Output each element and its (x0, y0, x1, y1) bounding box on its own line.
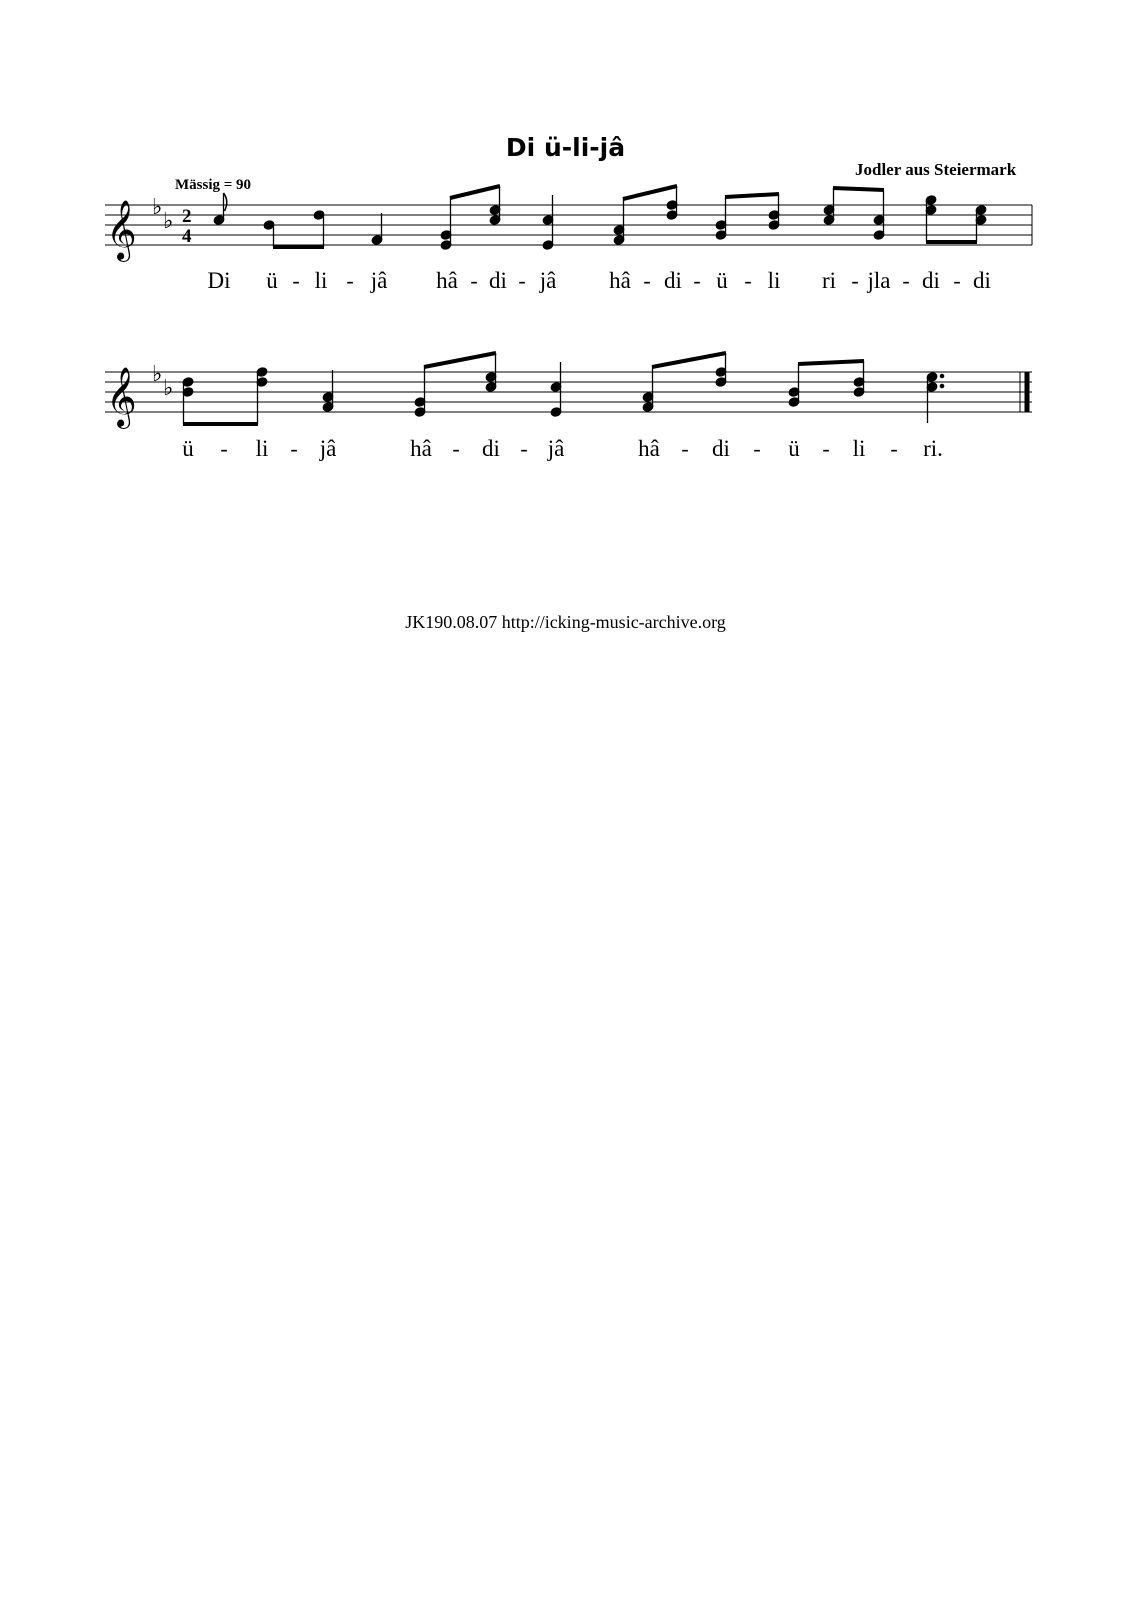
tempo-marking: Mässig = 90 (175, 177, 252, 193)
lyric-syllable: jâ (319, 436, 337, 461)
flat-icon: ♭ (152, 195, 163, 220)
lyric-hyphen: - (643, 268, 651, 293)
lyric-syllable: hâ (410, 436, 432, 461)
lyric-syllable: li (767, 268, 781, 293)
lyric-hyphen: - (292, 268, 300, 293)
lyric-syllable: ri. (923, 436, 943, 461)
lyric-syllable: Di (207, 268, 231, 293)
lyric-hyphen: - (822, 436, 830, 461)
lyric-syllable: di (489, 268, 507, 293)
lyric-syllable: ü (716, 268, 728, 293)
lyric-syllable: di (712, 436, 730, 461)
lyric-syllable: jâ (547, 436, 565, 461)
lyric-syllable: hâ (609, 268, 631, 293)
lyric-syllable: di (664, 268, 682, 293)
flat-icon: ♭ (152, 362, 163, 387)
lyric-hyphen: - (953, 268, 961, 293)
lyric-syllable: ü (266, 268, 278, 293)
time-signature-bottom: 4 (182, 226, 192, 247)
lyric-hyphen: - (290, 436, 298, 461)
lyric-syllable: hâ (436, 268, 458, 293)
lyric-syllable: jla (867, 268, 891, 293)
time-signature-top: 2 (182, 206, 192, 227)
lyric-syllable: di (922, 268, 940, 293)
lyric-syllable: jâ (370, 268, 388, 293)
composer-label: Jodler aus Steiermark (855, 160, 1017, 179)
lyric-hyphen: - (744, 268, 752, 293)
lyric-syllable: di (482, 436, 500, 461)
lyric-hyphen: - (220, 436, 228, 461)
lyric-syllable: di (973, 268, 991, 293)
lyric-syllable: hâ (638, 436, 660, 461)
lyric-hyphen: - (452, 436, 460, 461)
lyric-hyphen: - (693, 268, 701, 293)
lyric-hyphen: - (518, 268, 526, 293)
song-title: Di ü-li-jâ (505, 133, 626, 162)
lyric-syllable: ü (788, 436, 800, 461)
lyric-hyphen: - (851, 268, 859, 293)
lyric-hyphen: - (520, 436, 528, 461)
lyric-hyphen: - (681, 436, 689, 461)
treble-clef-icon: 𝄞 (106, 367, 137, 427)
flat-icon: ♭ (163, 209, 174, 234)
lyric-syllable: li (852, 436, 866, 461)
treble-clef-icon: 𝄞 (106, 200, 137, 260)
lyric-syllable: ü (182, 436, 194, 461)
lyric-syllable: ri (821, 268, 837, 293)
flat-icon: ♭ (163, 376, 174, 401)
lyric-hyphen: - (753, 436, 761, 461)
lyric-hyphen: - (470, 268, 478, 293)
lyric-hyphen: - (902, 268, 910, 293)
lyric-syllable: li (314, 268, 328, 293)
lyric-syllable: li (255, 436, 269, 461)
music-staff-2 (0, 0, 1131, 460)
footer-credit: JK190.08.07 http://icking-music-archive.org (405, 612, 726, 632)
lyric-hyphen: - (346, 268, 354, 293)
lyric-syllable: jâ (539, 268, 557, 293)
lyric-hyphen: - (890, 436, 898, 461)
